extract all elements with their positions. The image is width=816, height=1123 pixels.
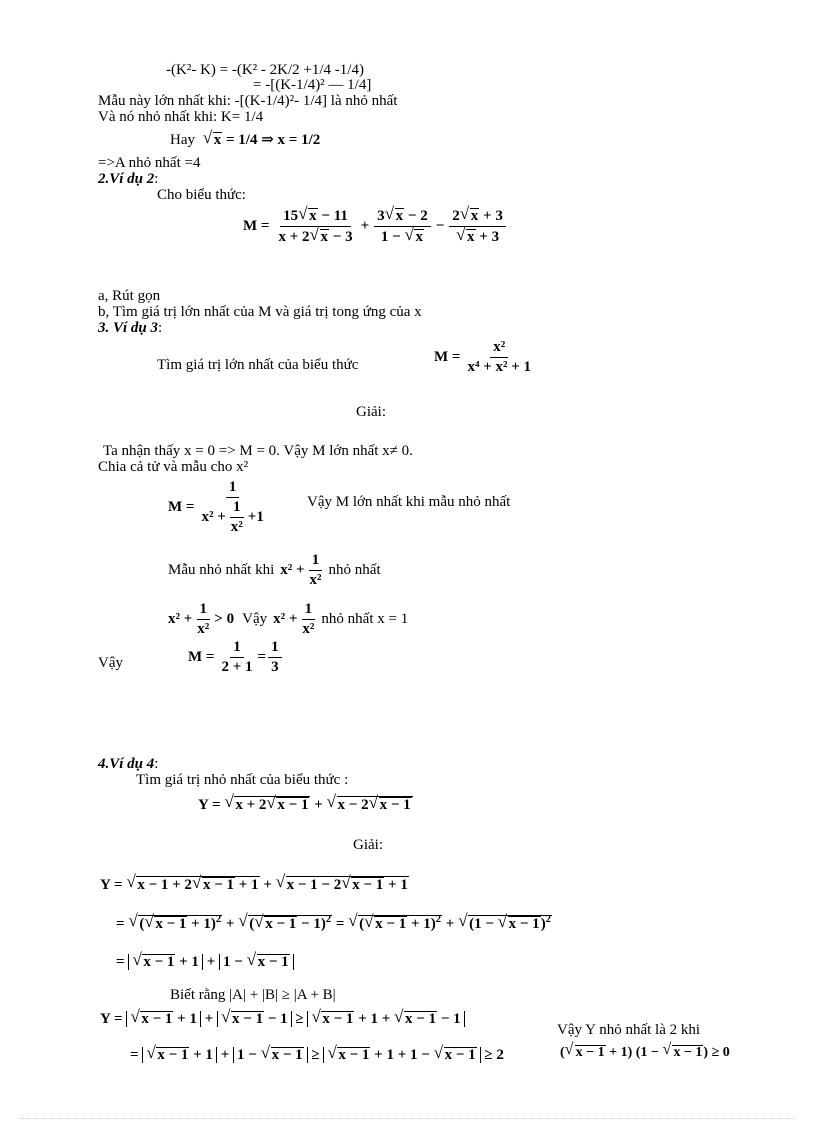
example-3-step-4: Mẫu nhỏ nhất khi x² + $\frac{1}{\text{x²}}$ nhỏ nhất (168, 552, 381, 588)
example-4-solution-label: Giải: (353, 837, 383, 853)
example-3-step-2: Chia cả tử và mẫu cho x² (98, 459, 249, 475)
line-a-min: =>A nhỏ nhất =4 (98, 155, 201, 171)
example-3-solution-label: Giải: (356, 404, 386, 420)
example-2-intro: Cho biểu thức: (157, 187, 246, 203)
line-hay: Hay √ x = 1/4 ⇒ x = 1/2 (170, 132, 320, 148)
example-2-question-a: a, Rút gọn (98, 288, 161, 304)
example-4-step-2: = √ (√ x − 1 + 1)$^2$ + √ (√ x − 1 − 1)$^2$ = √ (√ x − 1 + 1)$^2$ + √ (1 − √ x − 1)$^2$ (116, 915, 552, 932)
example-3-heading: 3. Ví dụ 3: (98, 320, 163, 336)
page-bottom-divider (20, 1118, 796, 1119)
example-4-step-4: Y = √ x − 1 + 1 + √ x − 1 − 1 ≥ √ x − 1 + 1 + √ x − 1 − 1 (100, 1011, 465, 1027)
example-2-question-b: b, Tìm giá trị lớn nhất của M và giá trị tong ứng của x (98, 304, 422, 320)
example-2-formula: M = $\frac{15√ x - 11}{x + 2√ x - 3}$ + $\frac{3√ x - 2}{1 - √ x}$ − 2√ x + 3 √ x + 3 (243, 208, 508, 245)
example-4-task: Tìm giá trị nhỏ nhất của biểu thức : (136, 772, 349, 788)
example-4-condition: (√ x − 1 + 1) (1 − √ x − 1) ≥ 0 (560, 1045, 730, 1060)
example-4-y-definition: Y = √ x + 2√ x − 1 + √ x − 2√ x − 1 (198, 796, 413, 813)
example-4-conclusion: Vậy Y nhỏ nhất là 2 khi (557, 1022, 701, 1038)
example-3-step-5: x² + $\frac{1}{\text{x²}}$ > 0 Vậy x² + $\frac{1}{\text{x²}}$ nhỏ nhất x = 1 (168, 601, 409, 637)
line-k-expansion: -(K²- K) = -(K² - 2K/2 +1/4 -1/4) (166, 62, 364, 78)
example-2-heading: 2.Ví dụ 2: (98, 171, 159, 187)
line-min-condition: Và nó nhỏ nhất khi: K= 1/4 (98, 109, 264, 125)
example-4-step-3: = √ x − 1 + 1 + 1 − √ x − 1 (116, 954, 294, 970)
line-k-completed-square: = -[(K-1/4)² — 1/4] (253, 77, 372, 93)
example-3-step-1: Ta nhận thấy x = 0 => M = 0. Vậy M lớn nhất x≠ 0. (103, 443, 413, 459)
example-4-abs-rule: Biết rằng |A| + |B| ≥ |A + B| (170, 987, 336, 1003)
line-max-condition: Mẫu này lớn nhất khi: -[(K-1/4)²- 1/4] là nhỏ nhất (98, 93, 398, 109)
example-4-step-5: = √ x − 1 + 1 + 1 − √ x − 1 ≥ √ x − 1 + 1 + 1 − √ x − 1 ≥ 2 (130, 1047, 504, 1063)
example-4-heading: 4.Ví dụ 4: (98, 756, 159, 772)
example-3-m-reciprocal: M = 1 x² + $\frac{1}{\text{x²}}$ +1 (168, 479, 264, 535)
example-3-task: Tìm giá trị lớn nhất của biểu thức (157, 357, 359, 373)
example-3-formula: M = $\frac{\text{x²}}{\text{x⁴ + x² + 1}}$ (434, 339, 532, 375)
example-3-conclusion-label: Vậy (98, 655, 123, 671)
example-4-step-1: Y = √ x − 1 + 2√ x − 1 + 1 + √ x − 1 − 2√ x − 1 + 1 (100, 876, 409, 893)
example-3-final-result: M = $\frac{1}{2 + 1}$ = $\frac{1}{3}$ (188, 640, 284, 675)
example-3-step-3: Vậy M lớn nhất khi mẫu nhỏ nhất (307, 494, 511, 510)
